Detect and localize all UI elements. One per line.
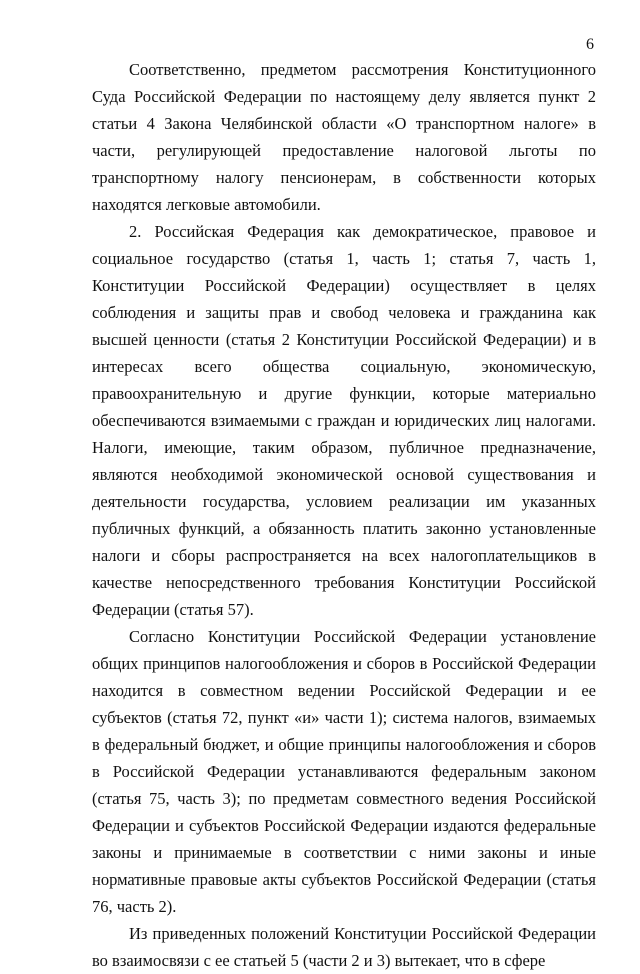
document-body [92, 56, 596, 974]
paragraph-joint-jurisdiction: Согласно Конституции Российской Федерации установление общих принципов налогообложения и сборов в Российской Федерации находится в совместном ведении Российской Федерации и ее субъектов (статья 72, пункт «и» части 1); система налогов, взимаемых в федеральный бюджет, и общие принципы налогообложения и сборов в Российской Федерации устанавливаются федеральным законом (статья 75, часть 3); по предметам совместного ведения Российской Федерации и субъектов Российской Федерации издаются федеральные законы и принимаемые в соответствии с ними законы и иные нормативные правовые акты субъектов Российской Федерации (статья 76, часть 2). [92, 627, 596, 916]
page-number: 6 [586, 36, 594, 53]
paragraph-state-functions-and-taxes: 2. Российская Федерация как демократическое, правовое и социальное государство (статья 1, часть 1; статья 7, часть 1, Конституции Российской Федерации) осуществляет в целях соблюдения и защиты прав и свобод человека и гражданина как высшей ценности (статья 2 Конституции Российской Федерации) и в интересах всего общества социальную, экономическую, правоохранительную и другие функции, которые материально обеспечиваются взимаемыми с граждан и юридических лиц налогами. Налоги, имеющие, таким образом, публичное предназначение, являются необходимой экономической основой существования и деятельности государства, условием реализации им указанных публичных функций, а обязанность платить законно установленные налоги и сборы распространяется на всех налогоплательщиков в качестве непосредственного требования Конституции Российской Федерации (статья 57). [92, 222, 596, 619]
paragraph-conclusion-start: Из приведенных положений Конституции Российской Федерации во взаимосвязи с ее статьей 5 (части 2 и 3) вытекает, что в сфере [92, 924, 596, 970]
paragraph-subject-of-review: Соответственно, предметом рассмотрения Конституционного Суда Российской Федерации по настоящему делу является пункт 2 статьи 4 Закона Челябинской области «О транспортном налоге» в части, регулирующей предоставление налоговой льготы по транспортному налогу пенсионерам, в собственности которых находятся легковые автомобили. [92, 60, 596, 214]
